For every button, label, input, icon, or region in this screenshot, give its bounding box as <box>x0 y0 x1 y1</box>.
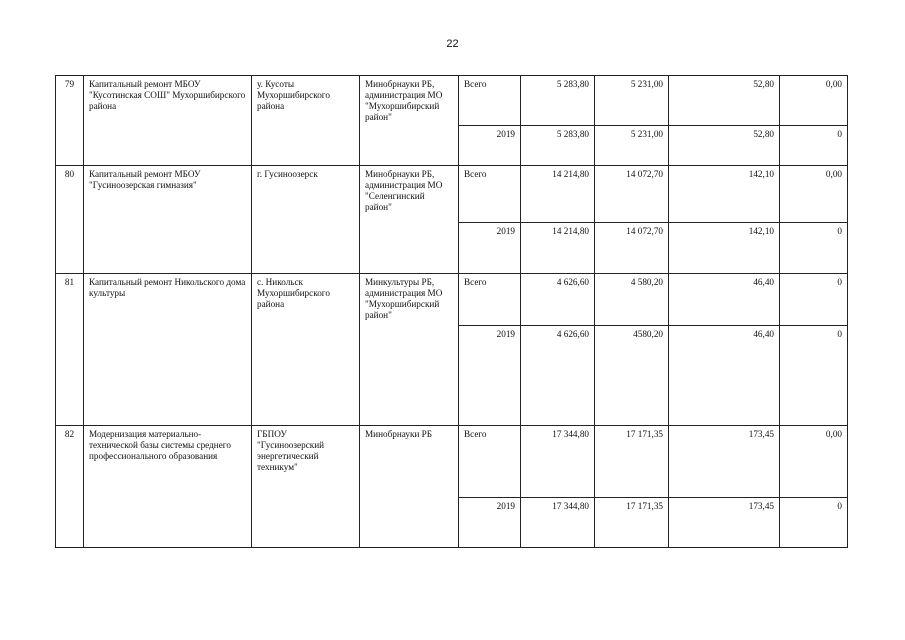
table-row <box>56 166 848 223</box>
total-label: Всего <box>459 426 521 498</box>
total-sum: 5 283,80 <box>521 76 595 126</box>
object-name: Капитальный ремонт МБОУ "Гусиноозерская гимназия" <box>84 166 252 274</box>
year-col-1: 17 171,35 <box>595 498 669 548</box>
year-label: 2019 <box>459 498 521 548</box>
total-col-2: 173,45 <box>669 426 780 498</box>
row-number: 82 <box>56 426 84 548</box>
total-sum: 14 214,80 <box>521 166 595 223</box>
year-sum: 4 626,60 <box>521 326 595 426</box>
budget-table <box>55 75 848 548</box>
year-col-1: 14 072,70 <box>595 223 669 274</box>
year-col-3: 0 <box>780 498 848 548</box>
object-location: ГБПОУ "Гусиноозерский энергетический техникум" <box>252 426 360 548</box>
year-col-2: 142,10 <box>669 223 780 274</box>
total-label: Всего <box>459 166 521 223</box>
responsible-org: Минобрнауки РБ, администрация МО "Селенгинский район" <box>360 166 459 274</box>
page-number: 22 <box>446 38 459 50</box>
total-col-3: 0 <box>780 274 848 326</box>
total-col-1: 14 072,70 <box>595 166 669 223</box>
total-label: Всего <box>459 76 521 126</box>
table-row <box>56 76 848 126</box>
year-col-3: 0 <box>780 126 848 166</box>
total-col-2: 142,10 <box>669 166 780 223</box>
object-location: г. Гусиноозерск <box>252 166 360 274</box>
object-name: Капитальный ремонт МБОУ "Кусотинская СОШ" Мухоршибирского района <box>84 76 252 166</box>
year-sum: 5 283,80 <box>521 126 595 166</box>
year-col-1: 5 231,00 <box>595 126 669 166</box>
year-col-3: 0 <box>780 223 848 274</box>
total-sum: 4 626,60 <box>521 274 595 326</box>
year-col-2: 173,45 <box>669 498 780 548</box>
year-col-2: 46,40 <box>669 326 780 426</box>
table-row <box>56 274 848 326</box>
object-name: Модернизация материально-технической базы системы среднего профессионального образования <box>84 426 252 548</box>
year-col-1: 4580,20 <box>595 326 669 426</box>
row-number: 80 <box>56 166 84 274</box>
total-col-3: 0,00 <box>780 76 848 126</box>
responsible-org: Минобрнауки РБ <box>360 426 459 548</box>
year-sum: 17 344,80 <box>521 498 595 548</box>
responsible-org: Минкультуры РБ, администрация МО "Мухоршибирский район" <box>360 274 459 426</box>
total-col-3: 0,00 <box>780 166 848 223</box>
year-sum: 14 214,80 <box>521 223 595 274</box>
total-col-2: 52,80 <box>669 76 780 126</box>
total-col-2: 46,40 <box>669 274 780 326</box>
total-col-1: 4 580,20 <box>595 274 669 326</box>
total-col-1: 5 231,00 <box>595 76 669 126</box>
row-number: 79 <box>56 76 84 166</box>
table-row <box>56 426 848 498</box>
row-number: 81 <box>56 274 84 426</box>
total-col-1: 17 171,35 <box>595 426 669 498</box>
year-label: 2019 <box>459 223 521 274</box>
responsible-org: Минобрнауки РБ, администрация МО "Мухоршибирский район" <box>360 76 459 166</box>
total-label: Всего <box>459 274 521 326</box>
year-col-2: 52,80 <box>669 126 780 166</box>
total-col-3: 0,00 <box>780 426 848 498</box>
object-location: с. Никольск Мухоршибирского района <box>252 274 360 426</box>
object-location: у. Кусоты Мухоршибирского района <box>252 76 360 166</box>
year-label: 2019 <box>459 326 521 426</box>
object-name: Капитальный ремонт Никольского дома культуры <box>84 274 252 426</box>
year-label: 2019 <box>459 126 521 166</box>
year-col-3: 0 <box>780 326 848 426</box>
total-sum: 17 344,80 <box>521 426 595 498</box>
